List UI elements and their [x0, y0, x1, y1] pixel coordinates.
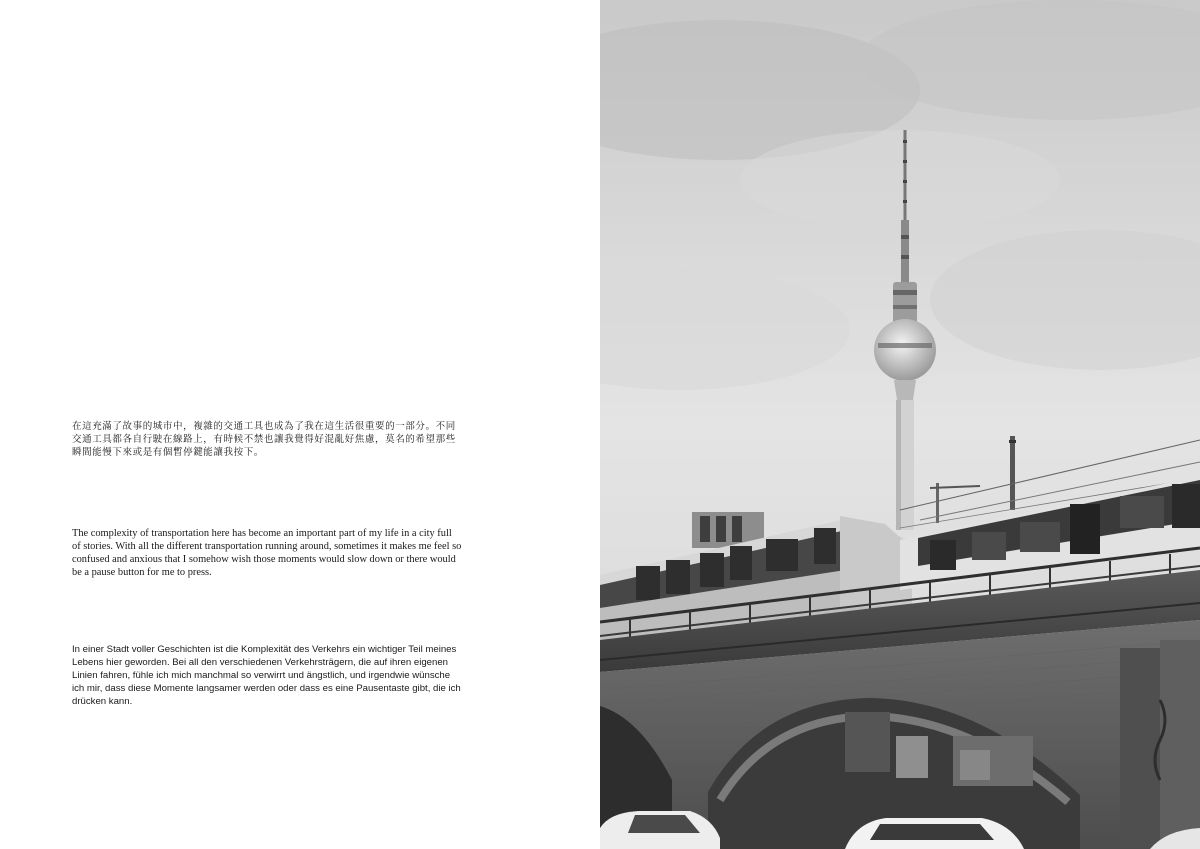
paragraph-german: In einer Stadt voller Geschichten ist die Komplexität des Verkehrs ein wichtiger Teil meines Lebens hier geworden. Bei all den verschiedenen Verkehrsträgern, die auf ihren eigenen Linien fahren, fühle ich mich manchmal so verwirrt und ängstlich, und irgendwie wünsche ich mir, dass diese Momente langsamer werden oder dass es eine Pausentaste gibt, die ich drücken kann.: [72, 644, 461, 707]
right-page-photo: [600, 0, 1200, 849]
paragraph-chinese: 在這充滿了故事的城市中，複雜的交通工具也成為了我在這生活很重要的一部分。不同交通工具都各自行駛在線路上，有時候不禁也讓我覺得好混亂好焦慮，莫名的希望那些瞬間能慢下來或是有個暫停鍵能讓我按下。: [72, 421, 456, 458]
paragraph-english: The complexity of transportation here has become an important part of my life in a city full of stories. With all the different transportation running around, sometimes it makes me feel so confused and anxious that I somehow wish those moments would slow down or there would be a pause button for me to press.: [72, 528, 462, 578]
berlin-tv-tower-train-photo: [600, 0, 1200, 849]
